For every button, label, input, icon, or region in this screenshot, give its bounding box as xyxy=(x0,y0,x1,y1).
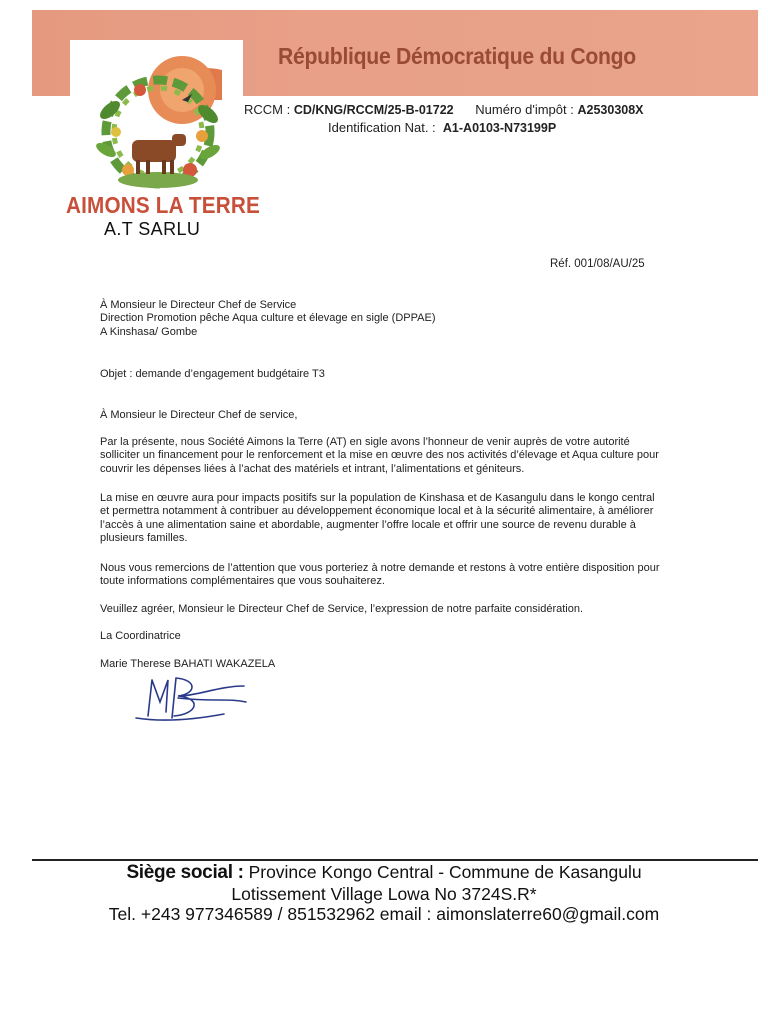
recipient-line: Direction Promotion pêche Aqua culture et élevage en sigle (DPPAE) xyxy=(100,312,436,325)
brand-name: AIMONS LA TERRE xyxy=(66,192,260,218)
footer-divider xyxy=(32,859,758,861)
rccm-value: CD/KNG/RCCM/25-B-01722 xyxy=(293,103,454,117)
tax-label: Numéro d'impôt : xyxy=(475,102,574,117)
paragraph-line: plusieurs familles. xyxy=(100,532,188,545)
subject-line: Objet : demande d’engagement budgétaire T3 xyxy=(100,368,325,380)
paragraph-line: couvrir les dépenses liées à l’achat des matériels et intrant, l’alimentations et géniteurs. xyxy=(100,462,525,475)
recipient-block xyxy=(100,299,750,339)
footer-seat xyxy=(0,862,768,884)
paragraph-line: La mise en œuvre aura pour impacts positifs sur la population de Kinshasa et de Kasangulu dans le kongo central xyxy=(100,492,655,504)
recipient-line: A Kinshasa/ Gombe xyxy=(100,325,198,338)
closing-formula: Veuillez agréer, Monsieur le Directeur Chef de Service, l’expression de notre parfaite considération. xyxy=(100,603,584,615)
national-id-line xyxy=(328,120,556,135)
salutation: À Monsieur le Directeur Chef de service, xyxy=(100,409,298,421)
footer-address: Lotissement Village Lowa No 3724S.R* xyxy=(231,884,537,904)
paragraph-line: l’accès à une alimentation saine et abordable, augmenter l’offre locale et offrir une source de revenu durable à xyxy=(100,518,636,531)
reference-number: Réf. 001/08/AU/25 xyxy=(550,258,645,270)
paragraph-line: solliciter un financement pour le renforcement et la mise en œuvre des nos activités d’élevage et Aqua culture pour xyxy=(100,449,659,462)
seat-value: Province Kongo Central - Commune de Kasangulu xyxy=(248,862,642,882)
signer-name: Marie Therese BAHATI WAKAZELA xyxy=(100,658,276,670)
tax-value: A2530308X xyxy=(577,103,644,117)
handwritten-signature xyxy=(132,672,252,728)
nat-value: A1-A0103-N73199P xyxy=(442,121,557,135)
paragraph-1 xyxy=(100,436,750,476)
signer-title: La Coordinatrice xyxy=(100,630,181,642)
nat-label: Identification Nat. : xyxy=(328,120,436,135)
paragraph-line: Nous vous remercions de l’attention que vous porteriez à notre demande et restons à votre entière disposition pour xyxy=(100,562,660,574)
brand-subtitle: A.T SARLU xyxy=(104,219,201,239)
paragraph-3 xyxy=(100,562,750,589)
country-title: République Démocratique du Congo xyxy=(278,43,636,69)
recipient-line: À Monsieur le Directeur Chef de Service xyxy=(100,299,297,311)
paragraph-line: Par la présente, nous Société Aimons la Terre (AT) en sigle avons l’honneur de venir auprès de votre autorité xyxy=(100,436,630,448)
paragraph-line: et permettra notamment à contribuer au développement économique local et à la sécurité alimentaire, à améliorer xyxy=(100,505,654,518)
paragraph-2 xyxy=(100,492,750,546)
paragraph-line: toute informations complémentaires que vous souhaiterez. xyxy=(100,575,385,588)
rccm-label: RCCM : xyxy=(244,102,291,117)
seat-label: Siège social : xyxy=(126,862,244,883)
footer-contact: Tel. +243 977346589 / 851532962 email : aimonslaterre60@gmail.com xyxy=(108,904,660,924)
registration-line xyxy=(244,102,644,117)
